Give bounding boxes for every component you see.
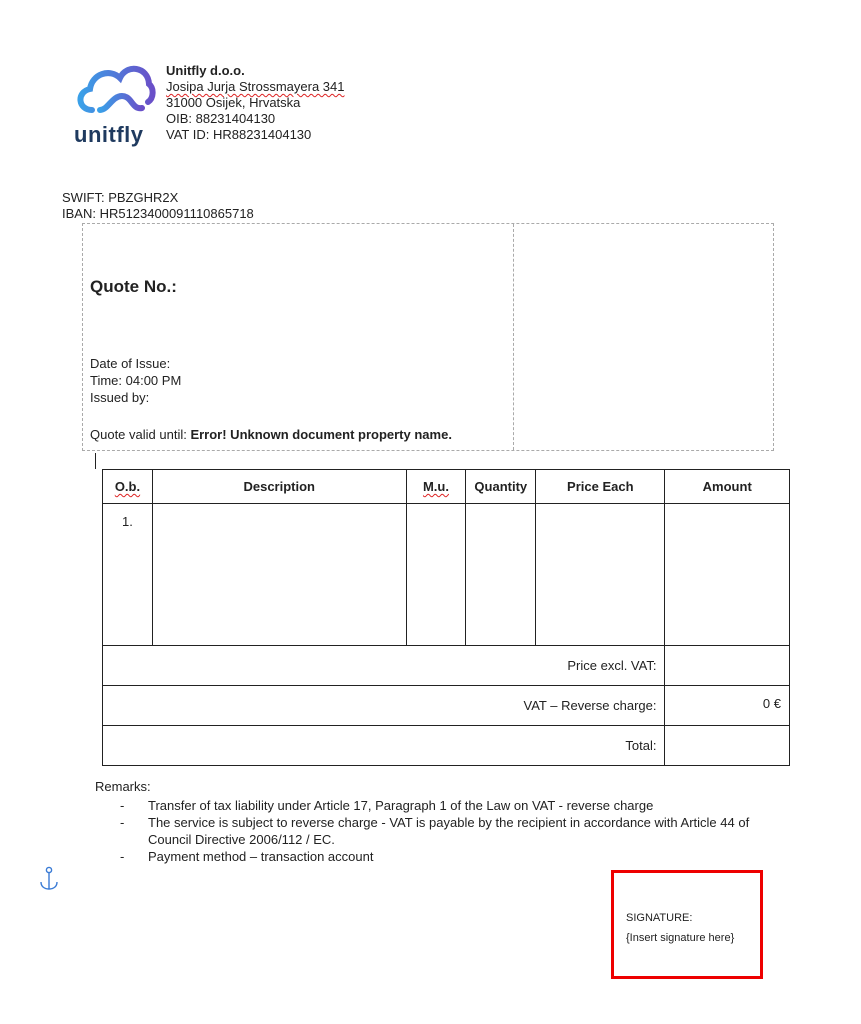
bank-info	[62, 190, 254, 222]
remarks-list	[95, 797, 775, 865]
quote-date-block	[90, 355, 181, 406]
header-quantity: Quantity	[466, 470, 536, 504]
summary-row-price-excl-vat	[103, 646, 790, 686]
cell-amount[interactable]	[665, 504, 790, 646]
header-ob: O.b.	[103, 470, 153, 504]
cell-ob[interactable]: 1.	[103, 504, 153, 646]
iban: IBAN: HR5123400091110865718	[62, 206, 254, 221]
company-address-line1: Josipa Jurja Strossmayera 341	[166, 79, 345, 94]
quote-header-box	[82, 223, 774, 451]
items-table	[102, 469, 790, 766]
signature-label: SIGNATURE:	[626, 912, 693, 924]
price-excl-vat-label: Price excl. VAT:	[103, 646, 665, 686]
signature-placeholder: {Insert signature here}	[626, 932, 735, 944]
swift-code: SWIFT: PBZGHR2X	[62, 190, 179, 205]
quote-title: Quote No.:	[90, 277, 177, 296]
header-price-each: Price Each	[536, 470, 665, 504]
valid-until-value: Error! Unknown document property name.	[190, 427, 452, 442]
text-cursor	[95, 453, 96, 469]
total-value[interactable]	[665, 726, 790, 766]
date-of-issue: Date of Issue:	[90, 356, 171, 371]
company-name: Unitfly d.o.o.	[166, 63, 245, 78]
cell-quantity[interactable]	[466, 504, 536, 646]
remarks-title: Remarks:	[95, 779, 151, 794]
header-description: Description	[152, 470, 406, 504]
logo-wordmark: unitfly	[74, 122, 144, 147]
cell-mu[interactable]	[406, 504, 466, 646]
summary-row-total	[103, 726, 790, 766]
vat-value[interactable]: 0 €	[665, 686, 790, 726]
vat-reverse-charge-label: VAT – Reverse charge:	[103, 686, 665, 726]
company-address-line2: 31000 Osijek, Hrvatska	[166, 95, 301, 110]
time-of-issue: Time: 04:00 PM	[90, 373, 182, 388]
quote-valid-until	[90, 427, 452, 442]
header-mu: M.u.	[406, 470, 466, 504]
quote-box-divider	[513, 224, 514, 450]
cell-price-each[interactable]	[536, 504, 665, 646]
remarks-section	[95, 778, 775, 865]
table-row	[103, 504, 790, 646]
summary-row-vat	[103, 686, 790, 726]
company-info	[166, 63, 344, 143]
issued-by: Issued by:	[90, 390, 150, 405]
anchor-icon[interactable]	[38, 866, 60, 892]
remarks-item: - The service is subject to reverse charge - VAT is payable by the recipient in accordance with Article 44 of Council Directive 2006/112 / EC.	[95, 814, 775, 848]
signature-text	[626, 908, 734, 948]
company-vat-id: VAT ID: HR88231404130	[166, 127, 312, 142]
price-excl-vat-value[interactable]	[665, 646, 790, 686]
header-amount: Amount	[665, 470, 790, 504]
company-oib: OIB: 88231404130	[166, 111, 276, 126]
valid-until-label: Quote valid until:	[90, 427, 191, 442]
remarks-item: - Payment method – transaction account	[95, 848, 775, 865]
table-header-row	[103, 470, 790, 504]
remarks-item: - Transfer of tax liability under Article 17, Paragraph 1 of the Law on VAT - reverse charge	[95, 797, 775, 814]
total-label: Total:	[103, 726, 665, 766]
cell-description[interactable]	[152, 504, 406, 646]
